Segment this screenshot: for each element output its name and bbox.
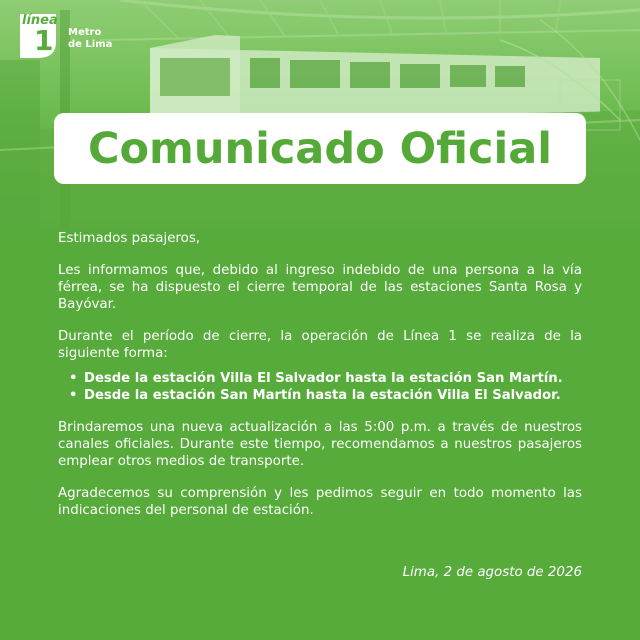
title-card	[54, 113, 586, 184]
greeting: Estimados pasajeros,	[58, 231, 201, 246]
paragraph-operation: Durante el período de cierre, la operación de Línea 1 se realiza de la siguiente forma:	[58, 329, 582, 361]
metro-lima-logo	[16, 12, 112, 60]
logo-brand-text	[68, 27, 112, 51]
linea-1-logo-mark	[16, 12, 60, 60]
logo-brand-line-2: de Lima	[68, 39, 113, 50]
page-title: Comunicado Oficial	[87, 123, 553, 174]
logo-linea-text: línea	[22, 13, 58, 28]
announcement-body	[58, 230, 582, 519]
paragraph-closure: Les informamos que, debido al ingreso indebido de una persona a la vía férrea, se ha dispuesto el cierre temporal de las estaciones Santa Rosa y Bayóvar.	[58, 263, 582, 312]
paragraph-update: Brindaremos una nueva actualización a las 5:00 p.m. a través de nuestros canales oficiales. Durante este tiempo, recomendamos a nuestros pasajeros emplear otros medios de transporte.	[58, 420, 582, 469]
route-list	[58, 370, 582, 404]
route-item: • Desde la estación Villa El Salvador hasta la estación San Martín.	[84, 370, 582, 387]
announcement-date: Lima, 2 de agosto de 2026	[402, 565, 582, 580]
logo-brand-line-1: Metro	[68, 27, 102, 38]
route-item: • Desde la estación San Martín hasta la estación Villa El Salvador.	[84, 387, 582, 404]
paragraph-thanks: Agradecemos su comprensión y les pedimos seguir en todo momento las indicaciones del personal de estación.	[58, 486, 582, 518]
logo-number: 1	[34, 24, 54, 57]
